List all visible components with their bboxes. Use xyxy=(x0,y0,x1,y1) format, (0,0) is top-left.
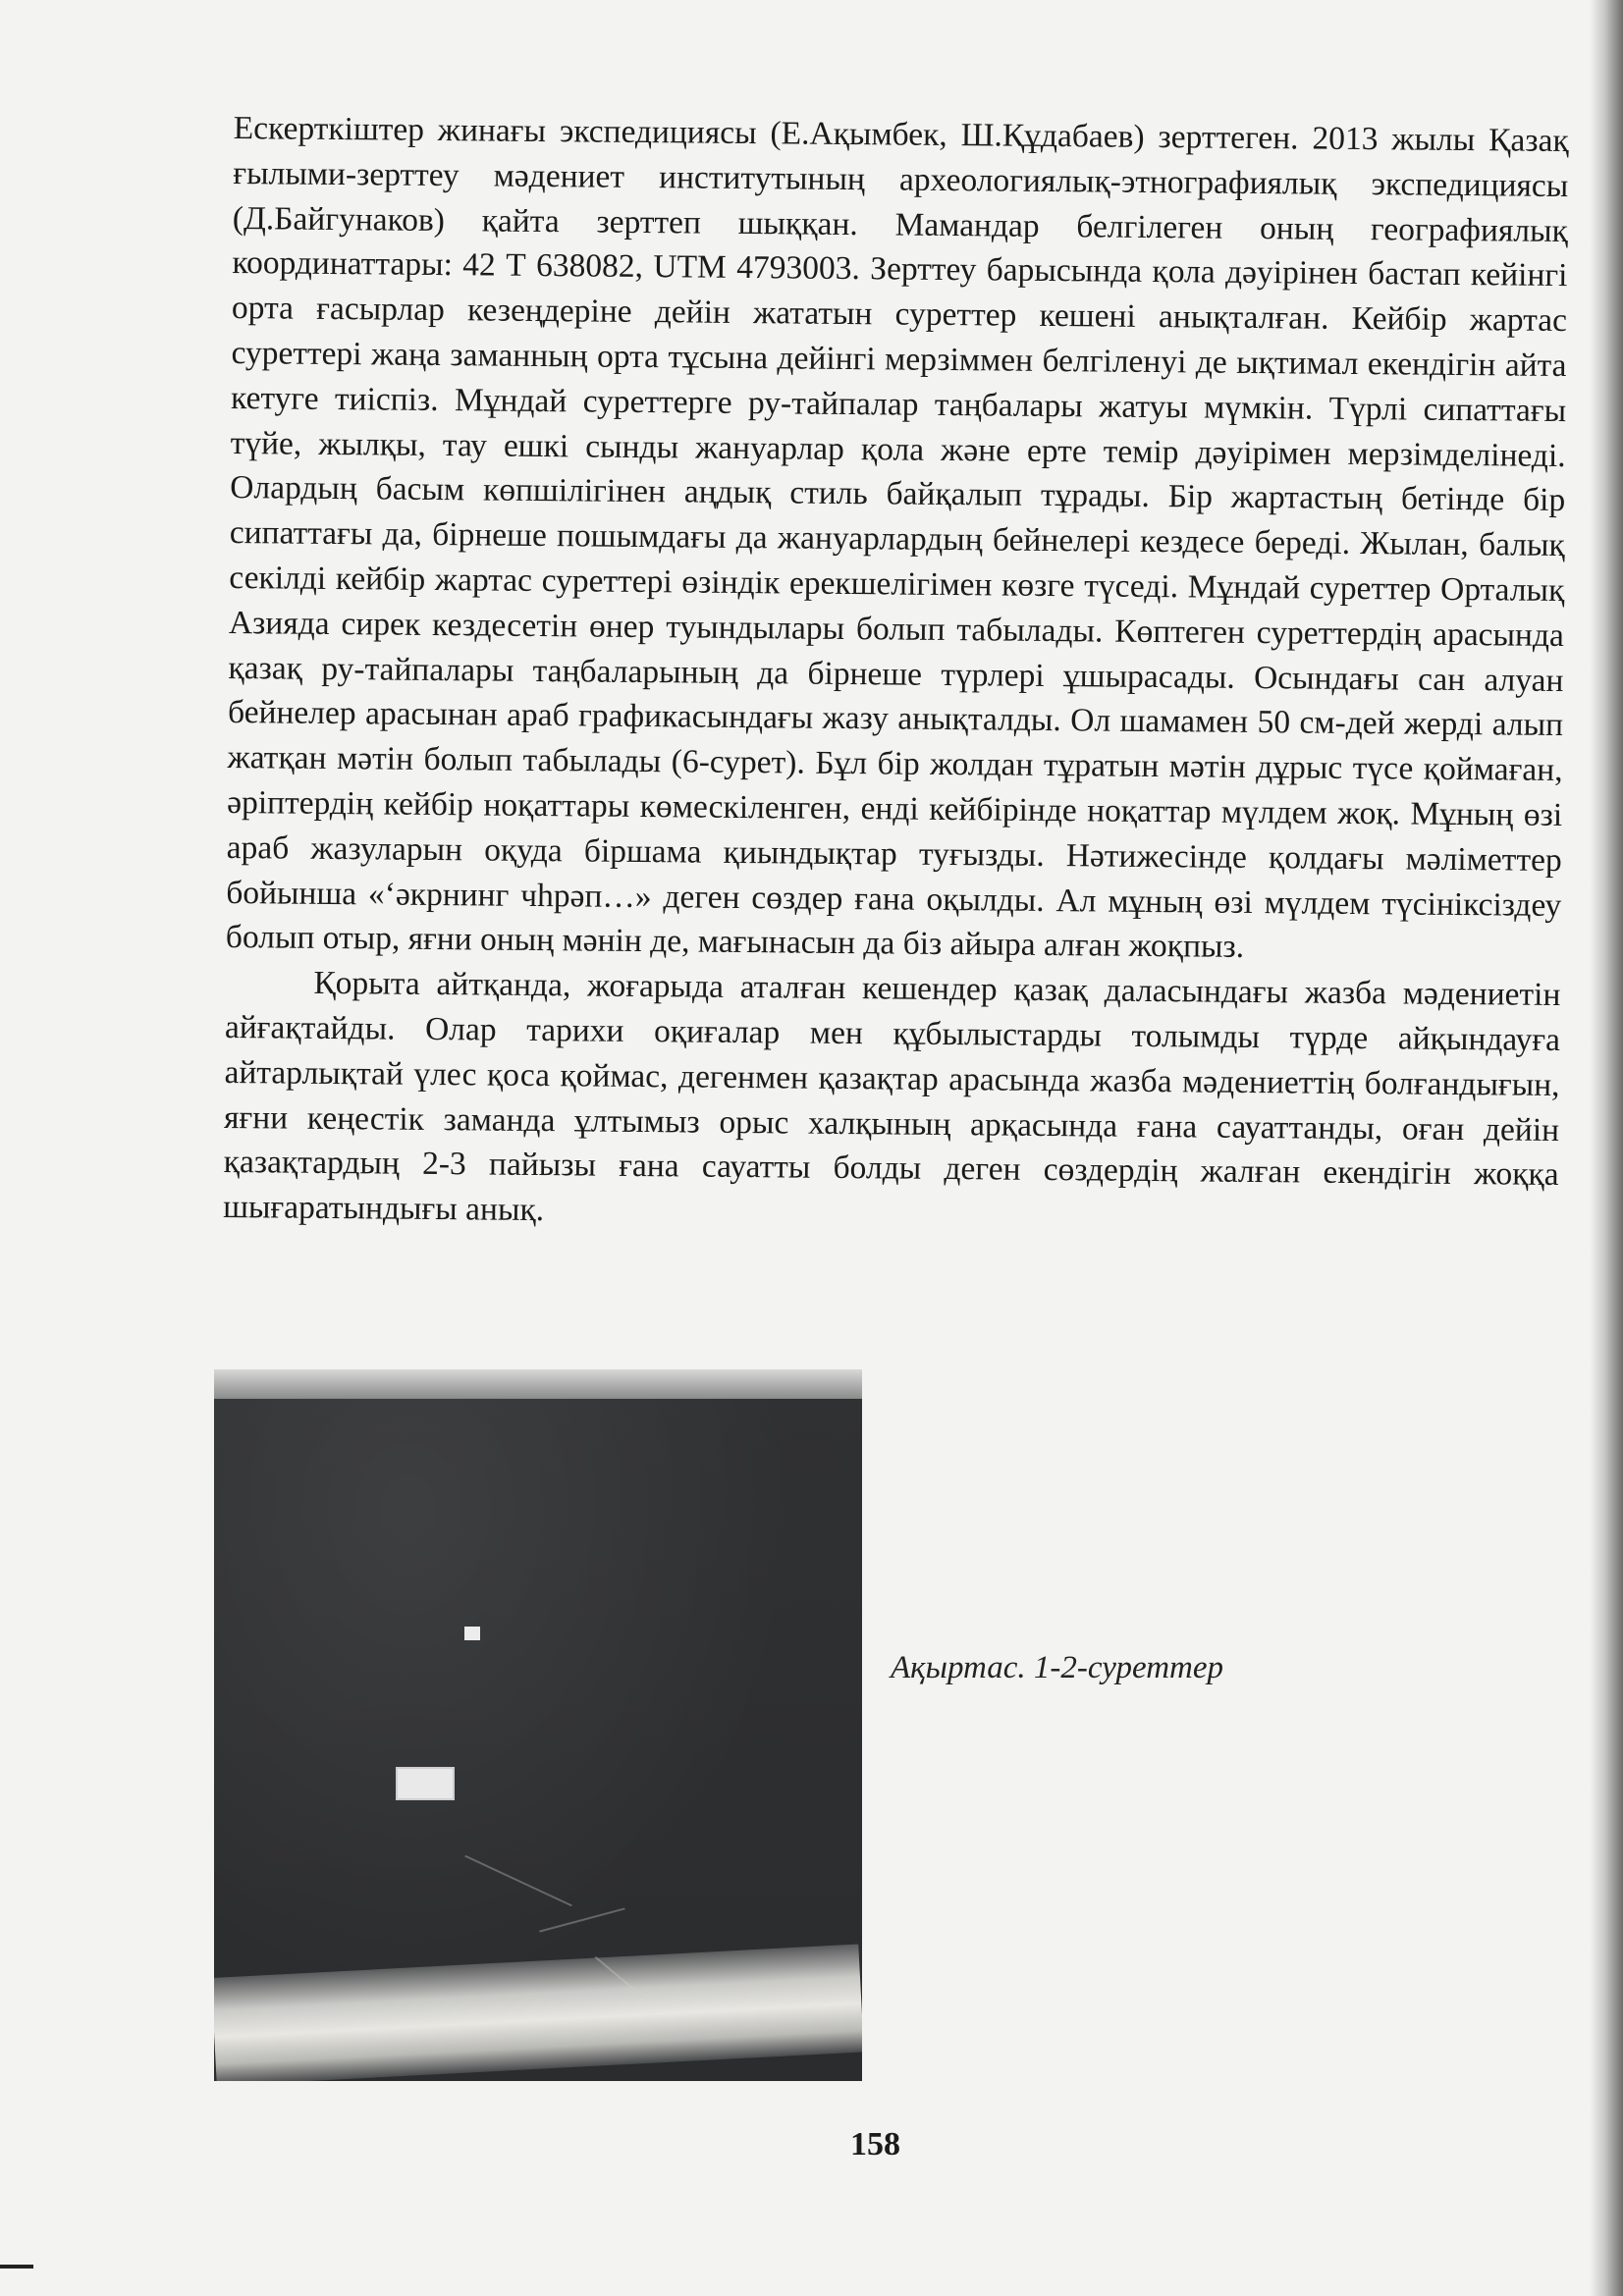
rock-vein-band xyxy=(214,1945,862,2081)
page-binding-shadow xyxy=(1590,0,1623,2296)
page-number: 158 xyxy=(850,2126,900,2163)
photo-border-strip xyxy=(214,1369,862,1399)
paragraph: Қорыта айтқанда, жоғарыда аталған кешендер қазақ даласындағы жазба мәдениетін айғақтайды. Олар тарихи оқиғалар мен құбылыстарды толымды түрде айқындауға айтарлықтай үлес қоса қоймас, дегенмен қазақтар арасында жазба мәдениеттің болғандығын, яғни кеңестік заманда ұлтымыз орыс халқының арқасында ғана сауаттанды, оған дейін қазақтардың 2-3 пайызы ғана сауатты болды деген сөздердің жалған екендігін жоққа шығаратындығы анық. xyxy=(223,964,1561,1229)
body-text xyxy=(223,106,1569,1243)
page-edge-mark xyxy=(0,2265,33,2269)
rock-crack xyxy=(539,1907,624,1932)
label-card xyxy=(396,1767,455,1800)
rock-crack xyxy=(464,1855,572,1907)
rock-photo xyxy=(214,1369,862,2081)
figure-caption: Ақыртас. 1-2-суреттер xyxy=(891,1650,1224,1685)
paragraph: Ескерткіштер жинағы экспедициясы (Е.Ақымбек, Ш.Құдабаев) зерттеген. 2013 жылы Қазақ ғылыми-зерттеу мәдениет институтының археологиялық-этнографиялық экспедициясы (Д.Байгунаков) қайта зерттеп шыққан. Мамандар белгілеген оның географиялық координаттары: 42 Т 638082, UTM 4793003. Зерттеу барысында қола дәуірінен бастап кейінгі орта ғасырлар кезеңдеріне дейін жататын суреттер кешені анықталған. Кейбір жартас суреттері жаңа заманның орта тұсына дейінгі мерзіммен белгіленуі де ықтимал екендігін айта кетуге тиіспіз. Мұндай суреттерге ру-тайпалар таңбалары жатуы мүмкін. Түрлі сипаттағы түйе, жылқы, тау ешкі сынды жануарлар қола және ерте темір дәуірімен мерзімделінеді. Олардың басым көпшілігінен аңдық стиль байқалып тұрады. Бір жартастың бетінде бір сипаттағы да, бірнеше пошымдағы да жануарлардың бейнелері кездесе береді. Жылан, балық секілді кейбір жартас суреттері өзіндік ерекшелігімен көзге түседі. Мұндай суреттер Орталық Азияда сирек кездесетін өнер туындылары болып табылады. Көптеген суреттердің арасында қазақ ру-тайпалары таңбаларының да бірнеше түрлері ұшырасады. Осындағы сан алуан бейнелер арасынан араб графикасындағы жазу анықталды. Ол шамамен 50 см-дей жерді алып жатқан мәтін болып табылады (6-сурет). Бұл бір жолдан тұратын мәтін дұрыс түсе қоймаған, әріптердің кейбір ноқаттары көмескіленген, енді кейбірінде ноқаттар мүлдем жоқ. Мұның өзі араб жазуларын оқуда біршама қиындықтар туғызды. Нәтижесінде қолдағы мәліметтер бойынша «‘әкрнинг чһрәп…» деген сөздер ғана оқылды. Ал мұның өзі мүлдем түсініксіздеу болып отыр, яғни оның мәнін де, мағынасын да біз айыра алған жоқпыз. xyxy=(225,109,1569,966)
scale-marker xyxy=(464,1627,480,1640)
